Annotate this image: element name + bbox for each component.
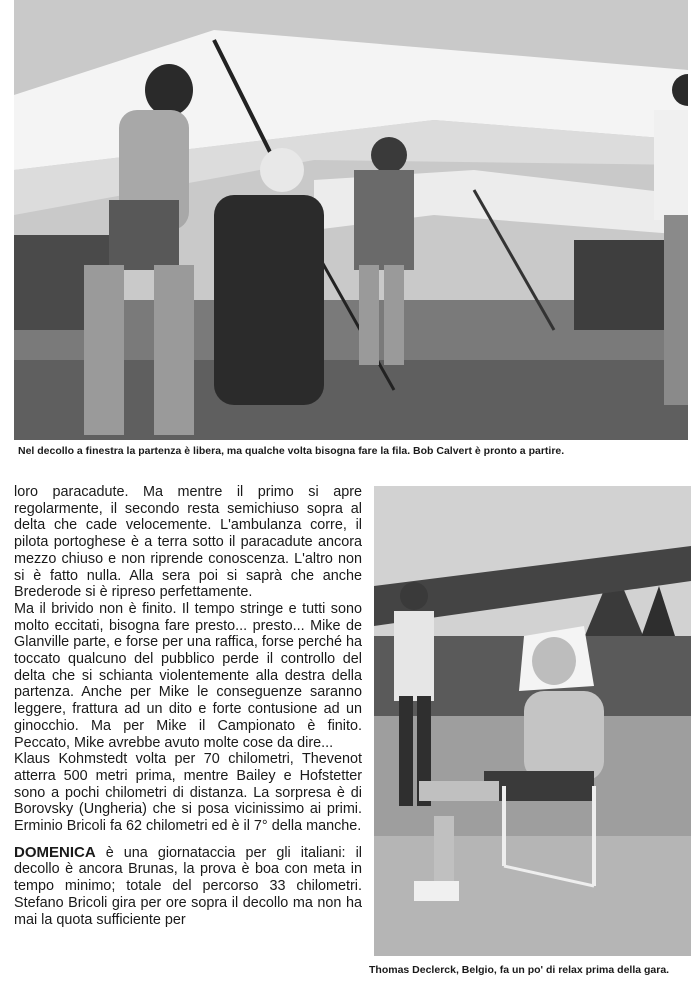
launch-photo-illustration — [14, 0, 688, 440]
article-paragraph-2: Ma il brivido non è finito. Il tempo stringe e tutti sono molto eccitati, bisogna fare presto... presto... Mike de Glanville parte, e forse per una raffica, forse perché ha toccato qualcuno del pubblico perde il controllo del delta che si schianta violentemente alla destra della partenza. Anche per Mike le conseguenze saranno leggere, frattura ad un dito e forte contusione ad un ginocchio. Ma per Mike il Campionato è finito. Peccato, Mike avrebbe avuto molte cose da dire... — [14, 600, 362, 751]
article-paragraph-3: Klaus Kohmstedt volta per 70 chilometri, Thevenot atterra 500 metri prima, mentre Bailey e Hofstetter sono a pochi chilometri di distanza. La sorpresa è di Borovsky (Ungheria) che si posa vicinissimo ai primi. Erminio Bricoli fa 62 chilometri ed è il 7° della manche. — [14, 751, 362, 835]
launch-photo — [14, 0, 688, 440]
article-lead-word: DOMENICA — [14, 843, 96, 861]
relax-photo — [374, 486, 691, 956]
right-photo-caption: Thomas Declerck, Belgio, fa un po' di relax prima della gara. — [369, 964, 670, 976]
top-photo-caption: Nel decollo a finestra la partenza è libera, ma qualche volta bisogna fare la fila. Bob Calvert è pronto a partire. — [18, 445, 565, 457]
article-column — [14, 484, 362, 928]
article-paragraph-4 — [14, 845, 362, 929]
relax-photo-illustration — [374, 486, 691, 956]
article-paragraph-4-text: è una giornataccia per gli italiani: il decollo è ancora Brunas, la prova è boa con meta in tempo minimo; totale del percorso 33 chilometri. Stefano Bricoli gira per ore sopra il decollo ma non ha mai la quota sufficiente per — [14, 844, 362, 928]
article-paragraph-1: loro paracadute. Ma mentre il primo si apre regolarmente, il secondo resta semichiuso sopra al delta che cade velocemente. L'ambulanza corre, il pilota portoghese è a terra sotto il paracadute ancora mezzo chiuso e non riprende conoscenza. L'altro non si è fatto nulla. Alla sera poi si saprà che anche Brederode si è ripreso perfettamente. — [14, 484, 362, 601]
